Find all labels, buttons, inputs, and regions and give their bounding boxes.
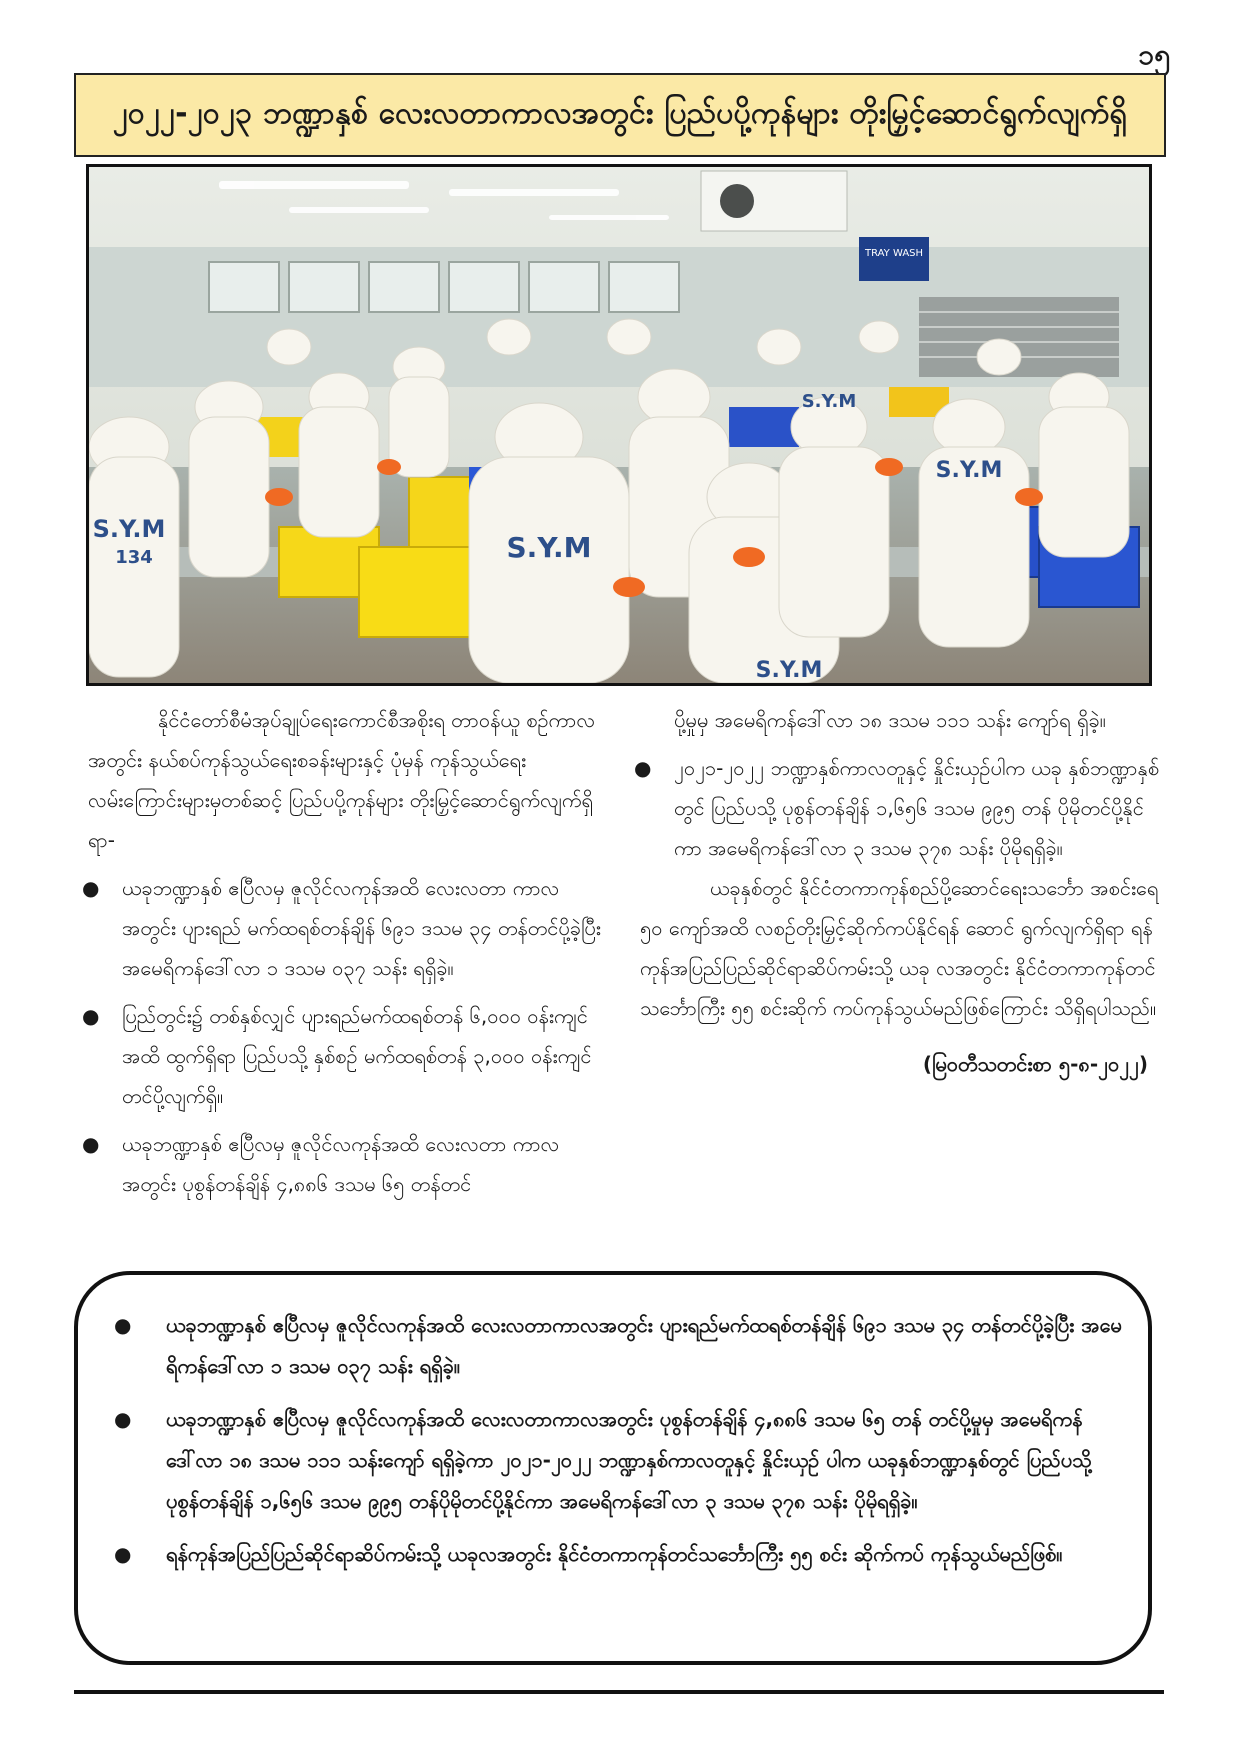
title-banner xyxy=(74,73,1166,157)
right-column xyxy=(640,700,1162,1084)
page-number: ၁၅ xyxy=(1138,38,1170,71)
left-column xyxy=(88,700,608,1204)
source-citation: (မြဝတီသတင်းစာ ၅-၈-၂၀၂၂) xyxy=(922,1052,1148,1076)
shirt-label: S.Y.M xyxy=(935,458,1003,483)
summary-item: ● ယခုဘဏ္ဍာနှစ် ဧပြီလမှ ဇူလိုင်လကုန်အထိ လေးလတာကာလအတွင်း ပုစွန်တန်ချိန် ၄,၈၈၆ ဒသမ ၆၅ တန် တင်ပို့မှုမှ အမေရိကန်ဒေါ်လာ ၁၈ ဒသမ ၁၁၁ သန်းကျော် ရရှိခဲ့ကာ ၂၀၂၁-၂၀၂၂ ဘဏ္ဍာနှစ်ကာလတူနှင့် နှိုင်းယှဉ် ပါက ယခုနှစ်ဘဏ္ဍာနှစ်တွင် ပြည်ပသို့ ပုစွန်တန်ချိန် ၁,၆၅၆ ဒသမ ၉၉၅ တန်ပိုမိုတင်ပို့နိုင်ကာ အမေရိကန်ဒေါ်လာ ၃ ဒသမ ၃၇၈ သန်း ပိုမိုရရှိခဲ့။ xyxy=(110,1399,1122,1522)
shirt-label: S.Y.M xyxy=(801,391,857,412)
page-title: ၂၀၂၂-၂၀၂၃ ဘဏ္ဍာနှစ် လေးလတာကာလအတွင်း ပြည်ပပို့ကုန်များ တိုးမြှင့်ဆောင်ရွက်လျက်ရှိ xyxy=(112,95,1128,131)
summary-item: ● ရန်ကုန်အပြည်ပြည်ဆိုင်ရာဆိပ်ကမ်းသို့ ယခုလအတွင်း နိုင်ငံတကာကုန်တင်သင်္ဘောကြီး ၅၅ စင်း ဆိုက်ကပ် ကုန်သွယ်မည်ဖြစ်။ xyxy=(110,1534,1122,1575)
tray-wash-sign-text: TRAY WASH xyxy=(864,248,924,259)
list-item: ● ၂၀၂၁-၂၀၂၂ ဘဏ္ဍာနှစ်ကာလတူနှင့် နှိုင်းယှဉ်ပါက ယခု နှစ်ဘဏ္ဍာနှစ်တွင် ပြည်ပသို့ ပုစွန်တန်ချိန် ၁,၆၅၆ ဒသမ ၉၉၅ တန် ပိုမိုတင်ပို့နိုင်ကာ အမေရိကန်ဒေါ်လာ ၃ ဒသမ ၃၇၈ သန်း ပိုမိုရရှိခဲ့။ xyxy=(640,748,1162,868)
summary-box xyxy=(74,1271,1152,1665)
summary-item: ● ယခုဘဏ္ဍာနှစ် ဧပြီလမှ ဇူလိုင်လကုန်အထိ လေးလတာကာလအတွင်း ပျားရည်မက်ထရစ်တန်ချိန် ၆၉၁ ဒသမ ၃၄ တန်တင်ပို့ခဲ့ပြီး အမေရိကန်ဒေါ်လာ ၁ ဒသမ ၀၃၇ သန်း ရရှိခဲ့။ xyxy=(110,1305,1122,1387)
continuation-paragraph: ပို့မှုမှ အမေရိကန်ဒေါ်လာ ၁၈ ဒသမ ၁၁၁ သန်း ကျော်ရ ရှိခဲ့။ xyxy=(674,708,1106,732)
list-item: ● ပြည်တွင်း၌ တစ်နှစ်လျှင် ပျားရည်မက်ထရစ်တန် ၆,၀၀၀ ဝန်းကျင်အထိ ထွက်ရှိရာ ပြည်ပသို့ နှစ်စဉ် မက်ထရစ်တန် ၃,၀၀၀ ဝန်းကျင် တင်ပို့လျက်ရှိ။ xyxy=(88,996,608,1116)
shirt-label: S.Y.M xyxy=(92,515,166,543)
shirt-label: S.Y.M xyxy=(506,531,592,564)
shirt-label: S.Y.M xyxy=(755,658,823,683)
worker-number: 134 xyxy=(115,547,153,568)
intro-paragraph: နိုင်ငံတော်စီမံအုပ်ချုပ်ရေးကောင်စီအစိုးရ တာဝန်ယူ စဉ်ကာလအတွင်း နယ်စပ်ကုန်သွယ်ရေးစခန်းများနှင့် ပုံမှန် ကုန်သွယ်ရေးလမ်းကြောင်းများမှတစ်ဆင့် ပြည်ပပို့ကုန်များ တိုးမြှင့်ဆောင်ရွက်လျက်ရှိရာ- xyxy=(88,708,596,852)
body-paragraph: ယခုနှစ်တွင် နိုင်ငံတကာကုန်စည်ပို့ဆောင်ရေးသင်္ဘော အစင်းရေ ၅၀ ကျော်အထိ လစဉ်တိုးမြှင့်ဆိုက်ကပ်နိုင်ရန် ဆောင် ရွက်လျက်ရှိရာ ရန်ကုန်အပြည်ပြည်ဆိုင်ရာဆိပ်ကမ်းသို့ ယခု လအတွင်း နိုင်ငံတကာကုန်တင်သင်္ဘောကြီး ၅၅ စင်းဆိုက် ကပ်ကုန်သွယ်မည်ဖြစ်ကြောင်း သိရှိရပါသည်။ xyxy=(640,876,1159,1020)
list-item: ● ယခုဘဏ္ဍာနှစ် ဧပြီလမှ ဇူလိုင်လကုန်အထိ လေးလတာ ကာလအတွင်း ပျားရည် မက်ထရစ်တန်ချိန် ၆၉၁ ဒသမ ၃၄ တန်တင်ပို့ခဲ့ပြီး အမေရိကန်ဒေါ်လာ ၁ ဒသမ ၀၃၇ သန်း ရရှိခဲ့။ xyxy=(88,868,608,988)
footer-divider xyxy=(74,1690,1164,1694)
tray-wash-sign xyxy=(859,237,929,281)
factory-photo xyxy=(86,164,1152,686)
list-item: ● ယခုဘဏ္ဍာနှစ် ဧပြီလမှ ဇူလိုင်လကုန်အထိ လေးလတာ ကာလအတွင်း ပုစွန်တန်ချိန် ၄,၈၈၆ ဒသမ ၆၅ တန်တင် xyxy=(88,1124,608,1204)
summary-list xyxy=(110,1305,1122,1575)
